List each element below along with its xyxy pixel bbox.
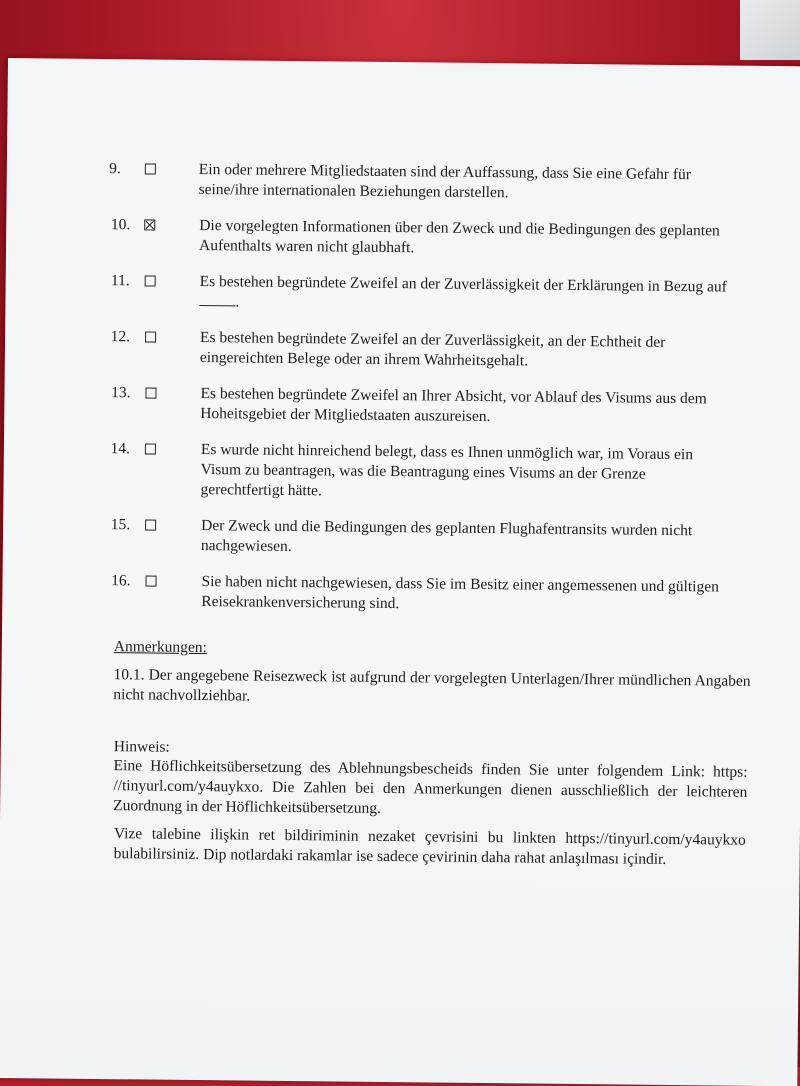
window-corner <box>740 0 800 60</box>
reason-text-line: Es wurde nicht hinreichend belegt, dass es Ihnen unmöglich war, im Voraus ein <box>200 441 694 464</box>
reason-checkbox[interactable] <box>145 443 156 454</box>
reason-number: 10. <box>110 216 131 234</box>
notice-heading: Hinweis: <box>113 738 170 756</box>
reason-text-line: gerechtfertigt hätte. <box>200 481 322 500</box>
reason-text-line: Die vorgelegten Informationen über den Zweck und die Bedingungen des geplanten <box>199 217 720 240</box>
reason-text-line: nachgewiesen. <box>200 537 292 555</box>
reason-checkbox[interactable] <box>145 275 156 286</box>
reason-text-line: seine/ihre internationalen Beziehungen darstellen. <box>198 181 509 202</box>
reason-number: 11. <box>110 272 130 290</box>
reason-checkbox-checked[interactable] <box>144 219 155 230</box>
blank-period: . <box>235 293 240 311</box>
reason-text-line: Es bestehen begründete Zweifel an der Zuverlässigkeit, an der Echtheit der <box>199 329 666 351</box>
reason-text-line <box>199 292 239 312</box>
paper-sheet <box>0 58 800 1086</box>
notice-text: Eine Höflichkeitsübersetzung des Ablehnungsbescheids finden Sie unter folgendem Link: https: //tinyurl.com/y4auykxo. Die Zahlen bei den Anmerkungen dienen ausschließlich der leichteren Zuordnung in der Höflichkeitsübersetzung. <box>113 757 748 817</box>
remarks-heading: Anmerkungen: <box>113 638 207 657</box>
reason-text-line: Reisekrankenversicherung sind. <box>201 593 400 613</box>
reason-text-line: Aufenthalts waren nicht glaubhaft. <box>198 237 415 257</box>
reason-checkbox[interactable] <box>145 519 156 530</box>
reason-number: 9. <box>109 160 121 178</box>
reason-text-line: Es bestehen begründete Zweifel an Ihrer Absicht, vor Ablauf des Visums aus dem <box>200 385 707 408</box>
reason-number: 15. <box>110 516 131 534</box>
reason-checkbox[interactable] <box>145 163 156 174</box>
reason-checkbox[interactable] <box>145 575 156 586</box>
remarks-text: 10.1. Der angegebene Reisezweck ist aufgrund der vorgelegten Unterlagen/Ihrer mündlichen Angaben nicht nachvollziehbar. <box>113 666 751 705</box>
reason-text-line: Es bestehen begründete Zweifel an der Zuverlässigkeit der Erklärungen in Bezug auf <box>199 273 727 296</box>
reason-number: 16. <box>111 572 131 590</box>
reason-checkbox[interactable] <box>145 387 156 398</box>
reason-checkbox[interactable] <box>145 331 156 342</box>
reason-text-line: eingereichten Belege oder an ihrem Wahrheitsgehalt. <box>199 349 529 370</box>
reason-text-line: Sie haben nicht nachgewiesen, dass Sie im Besitz einer angemessenen und gültigen <box>201 573 719 596</box>
reason-number: 13. <box>111 384 131 402</box>
fill-in-blank <box>199 293 235 306</box>
reason-text-line: Der Zweck und die Bedingungen des geplanten Flughafentransits wurden nicht <box>201 517 693 540</box>
turkish-notice-text: Vize talebine ilişkin ret bildiriminin nezaket çevrisini bu linkten https://tinyurl.com/y4auykxo bulabilirsiniz. Dip notlardaki rakamlar ise sadece çevirinin daha rahat anlaşılması içindir. <box>113 825 746 868</box>
reason-number: 12. <box>110 328 131 346</box>
reason-text-line: Hoheitsgebiet der Mitgliedstaaten auszureisen. <box>200 405 491 426</box>
reason-number: 14. <box>110 440 131 458</box>
reason-text-line: Ein oder mehrere Mitgliedstaaten sind der Auffassung, dass Sie eine Gefahr für <box>198 161 692 184</box>
reason-text-line: Visum zu beantragen, was die Beantragung eines Visums an der Grenze <box>200 461 646 483</box>
